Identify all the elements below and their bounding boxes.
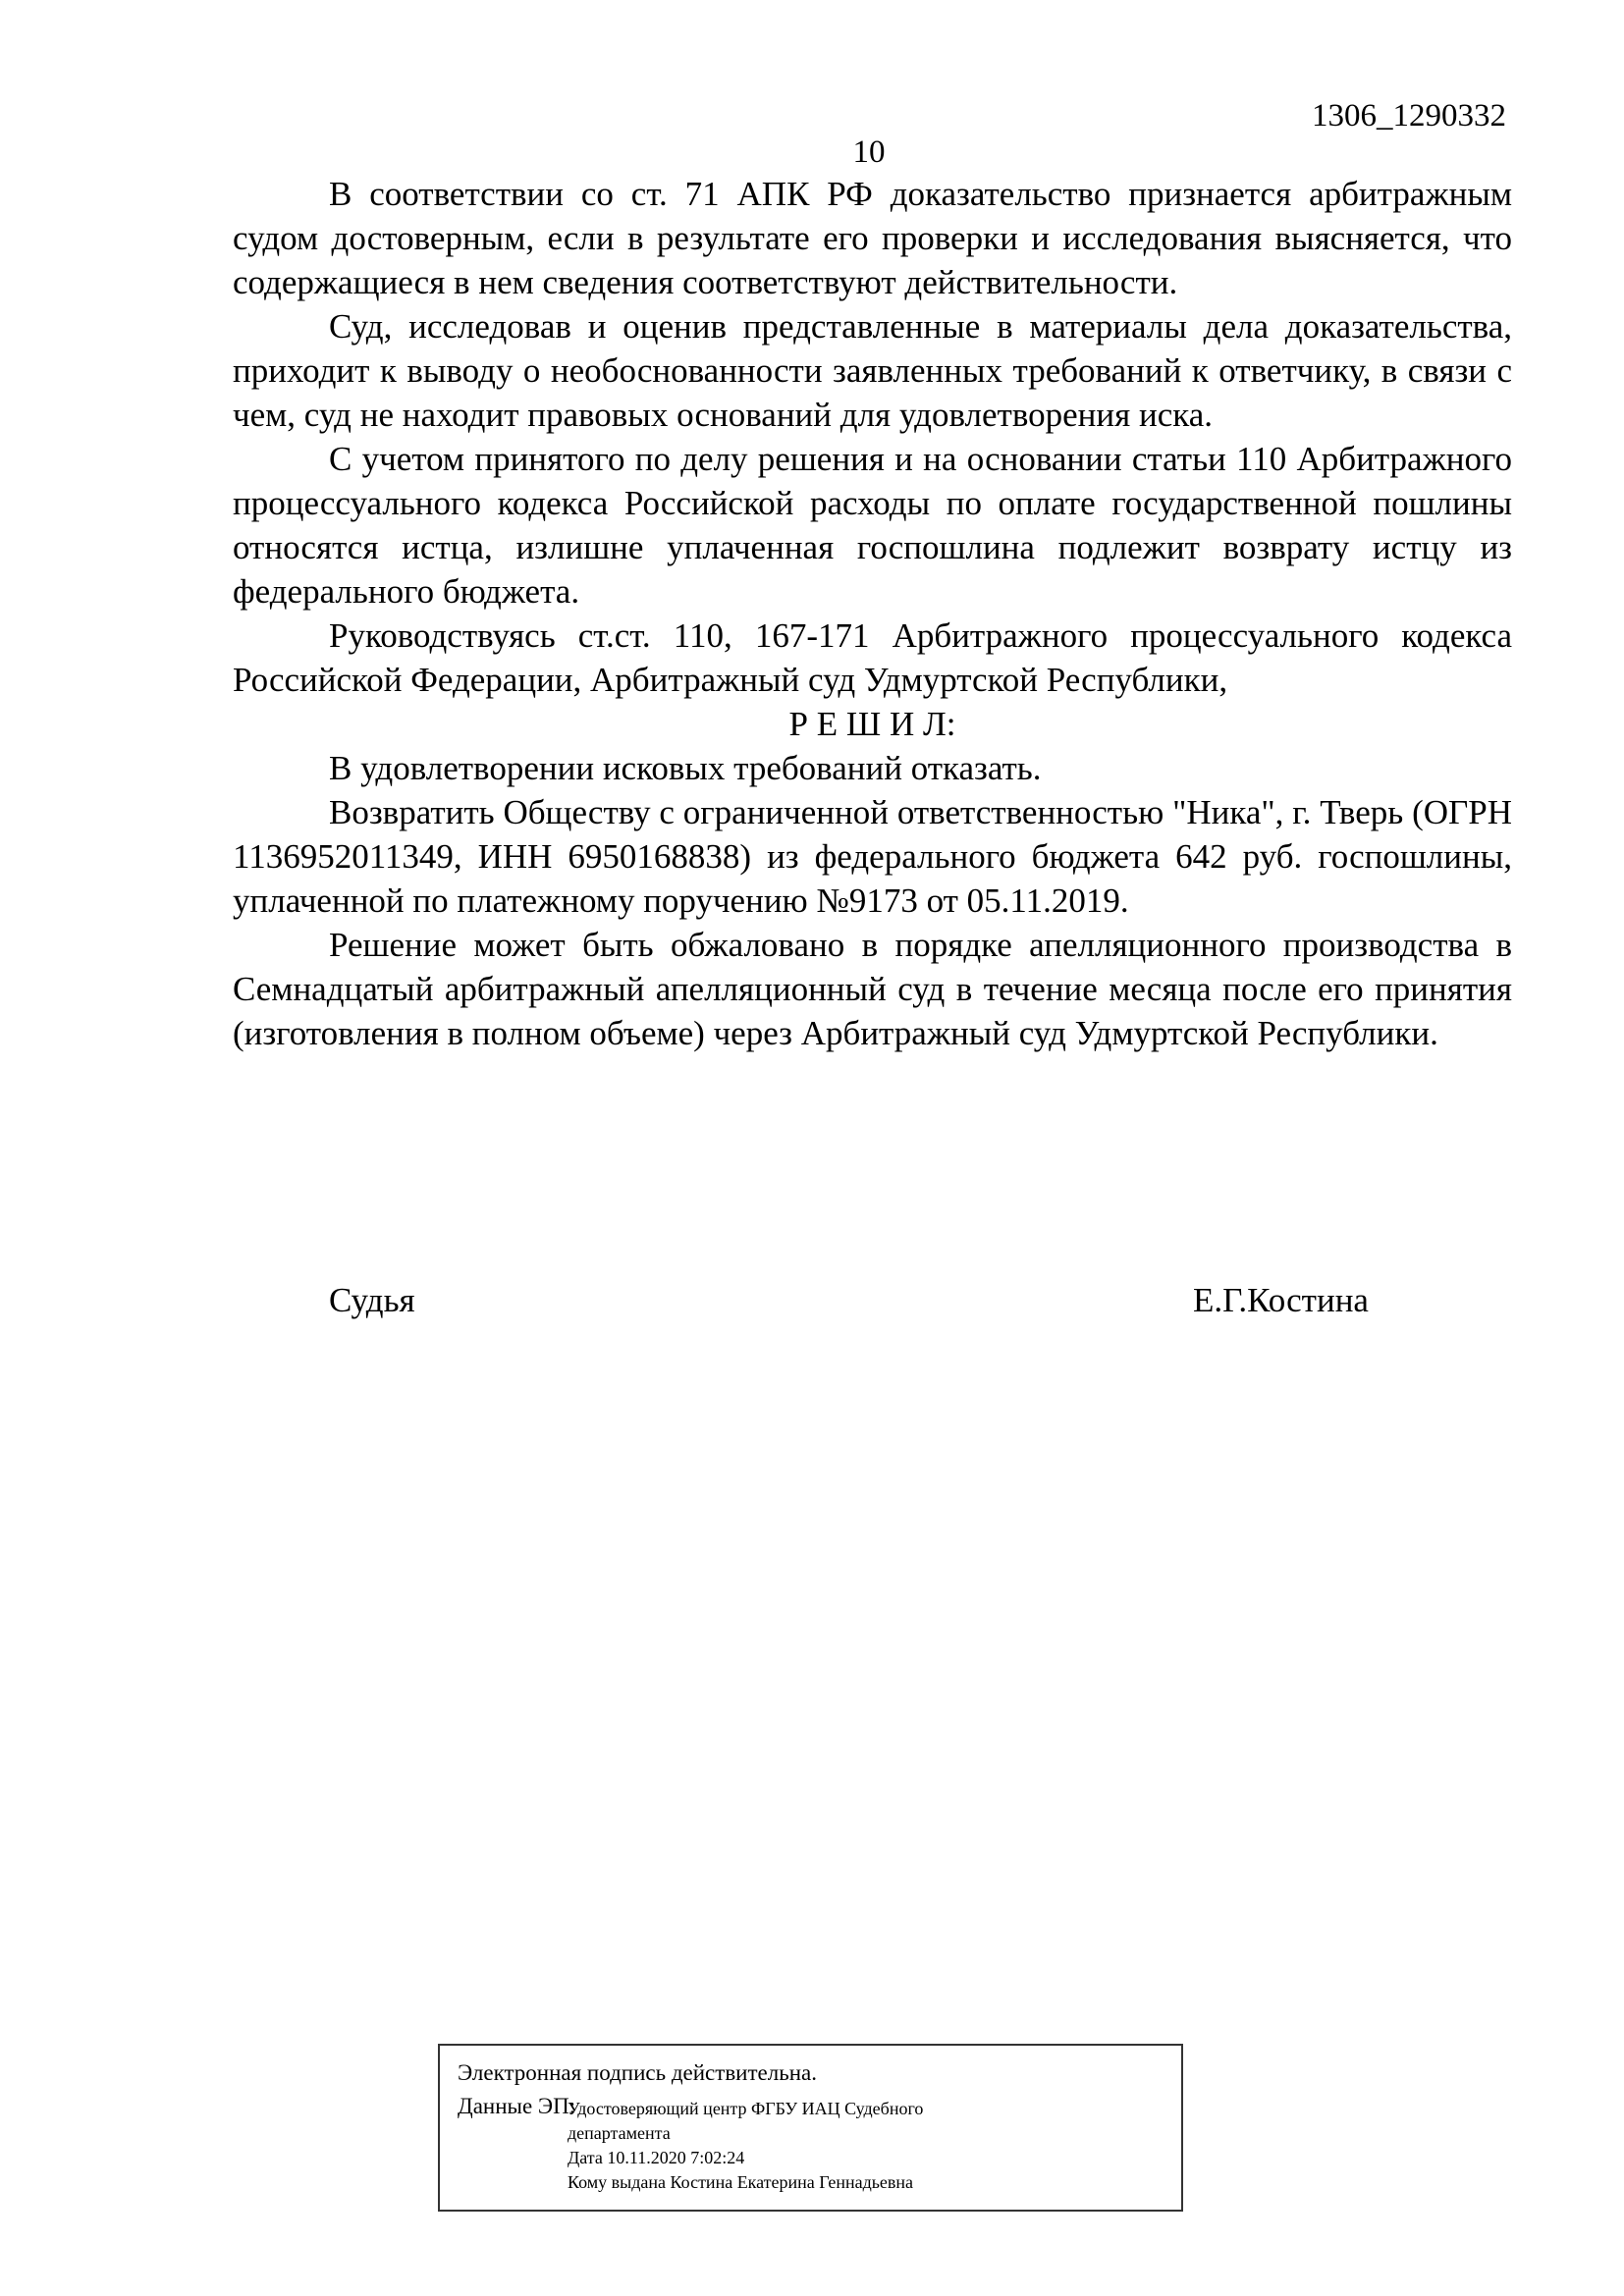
decision-heading: Р Е Ш И Л: xyxy=(788,705,956,743)
esig-details xyxy=(568,2097,923,2195)
paragraph-court-costs: С учетом принятого по делу решения и на основании статьи 110 Арбитражного процессуального кодекса Российской расходы по оплате государственной пошлины относятся истца, излишне уплаченная госпошлина подлежит возврату истцу из федерального бюджета. xyxy=(233,440,1512,611)
document-id: 1306_1290332 xyxy=(1312,98,1506,133)
esig-date: Дата 10.11.2020 7:02:24 xyxy=(568,2148,745,2167)
esig-issuer-line1: Удостоверяющий центр ФГБУ ИАЦ Судебного xyxy=(568,2099,924,2118)
esig-issuer-line2: департамента xyxy=(568,2123,671,2143)
esig-status: Электронная подпись действительна. xyxy=(458,2060,817,2085)
paragraph-evidence: В соответствии со ст. 71 АПК РФ доказательство признается арбитражным судом достоверным, если в результате его проверки и исследования выясняется, что содержащиеся в нем сведения соответствуют действительности. xyxy=(233,175,1512,301)
decision-refuse-claims: В удовлетворении исковых требований отказать. xyxy=(329,749,1042,787)
paragraph-legal-basis: Руководствуясь ст.ст. 110, 167-171 Арбитражного процессуального кодекса Российской Федерации, Арбитражный суд Удмуртской Республики, xyxy=(233,616,1512,699)
decision-appeal: Решение может быть обжаловано в порядке апелляционного производства в Семнадцатый арбитражный апелляционный суд в течение месяца после его принятия (изготовления в полном объеме) через Арбитражный суд Удмуртской Республики. xyxy=(233,926,1512,1052)
decision-refund-fee: Возвратить Обществу с ограниченной ответственностью "Ника", г. Тверь (ОГРН 1136952011349, ИНН 6950168838) из федерального бюджета 642 руб. госпошлины, уплаченной по платежному поручению №9173 от 05.11.2019. xyxy=(233,793,1512,920)
esig-issued-to: Кому выдана Костина Екатерина Геннадьевна xyxy=(568,2172,914,2192)
electronic-signature-stamp xyxy=(438,2044,1183,2212)
document-body xyxy=(233,172,1512,1055)
judge-signature-block xyxy=(329,1278,1409,1322)
page-number: 10 xyxy=(852,134,886,170)
esig-label: Данные ЭП: xyxy=(458,2094,576,2118)
judge-name: Е.Г.Костина xyxy=(1193,1281,1369,1319)
paragraph-court-assessment: Суд, исследовав и оценив представленные в материалы дела доказательства, приходит к выводу о необоснованности заявленных требований к ответчику, в связи с чем, суд не находит правовых оснований для удовлетворения иска. xyxy=(233,307,1512,434)
judge-role: Судья xyxy=(329,1281,415,1319)
